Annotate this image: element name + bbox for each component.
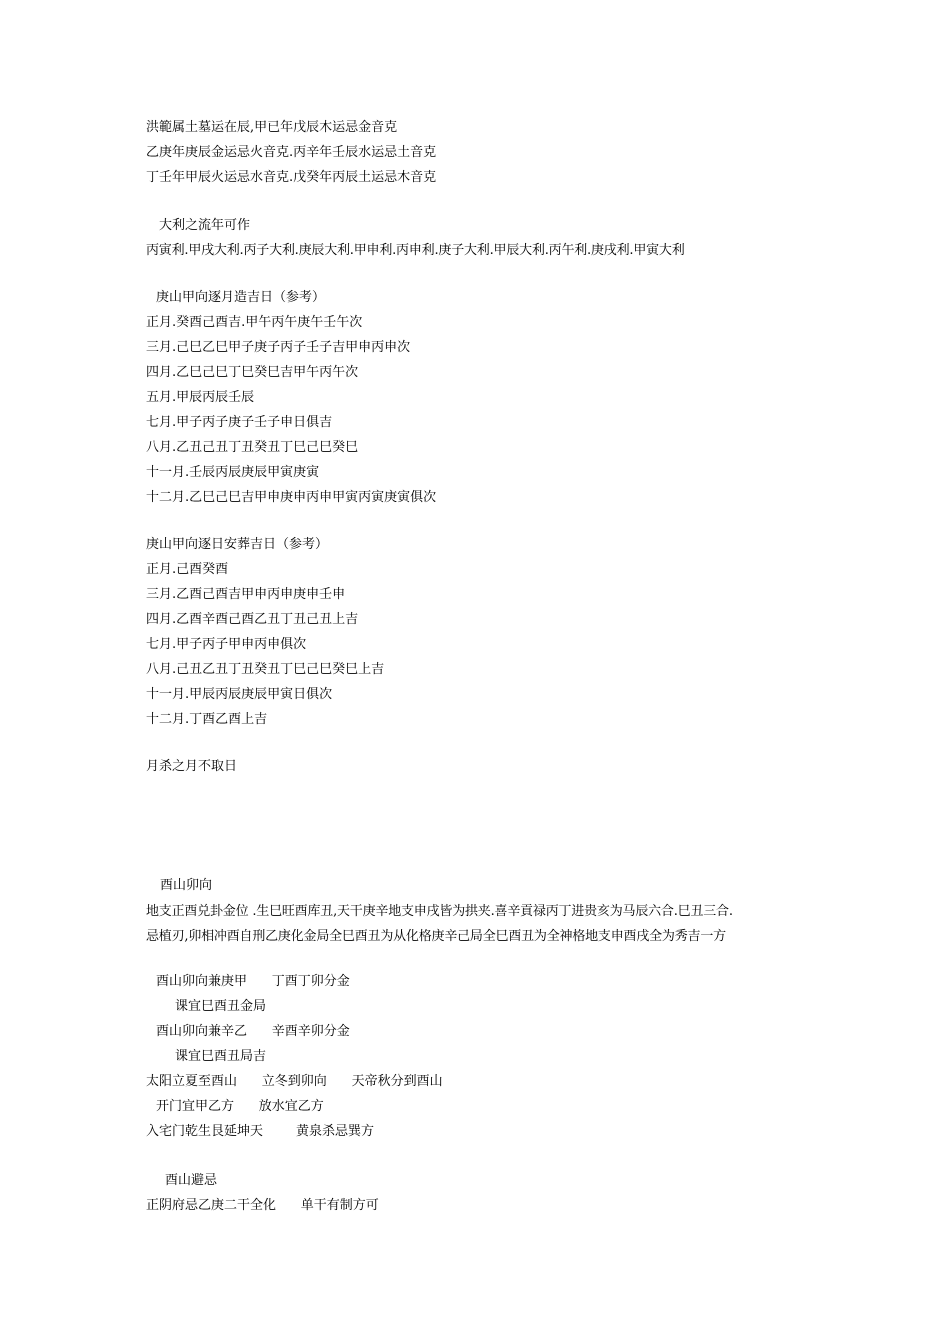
text-line: 课宜巳酉丑局吉 (175, 1049, 267, 1064)
text-line: 洪範属土墓运在辰,甲已年戊辰木运忌金音克 (146, 120, 398, 135)
text-line: 七月.甲子丙子庚子壬子申日俱吉 (146, 415, 333, 430)
text-line: 正阴府忌乙庚二干全化 单干有制方可 (146, 1198, 379, 1213)
section-heading: 酉山避忌 (165, 1173, 218, 1188)
text-line: 三月.己巳乙巳甲子庚子丙子壬子吉甲申丙申次 (146, 340, 411, 355)
text-line: 入宅门乾生艮延坤天 黄泉杀忌巽方 (146, 1124, 375, 1139)
text-line: 月杀之月不取日 (146, 759, 238, 774)
text-line: 地支正酉兑卦金位 .生巳旺酉库丑,天干庚辛地支申戌皆为拱夹.喜辛貢禄丙丁进贵亥为马辰六合.巳丑三合. (146, 904, 733, 919)
text-line: 丁壬年甲辰火运忌水音克.戊癸年丙辰土运忌木音克 (146, 170, 437, 185)
text-line: 七月.甲子丙子甲申丙申俱次 (146, 637, 307, 652)
section-heading: 庚山甲向逐月造吉日（参考） (156, 290, 326, 305)
section-heading: 酉山卯向 (160, 878, 213, 893)
text-line: 开门宜甲乙方 放水宜乙方 (156, 1099, 324, 1114)
text-line: 酉山卯向兼辛乙 辛酉辛卯分金 (156, 1024, 350, 1039)
section-heading: 大利之流年可作 (159, 218, 251, 233)
text-line: 太阳立夏至酉山 立冬到卯向 天帝秋分到酉山 (146, 1074, 443, 1089)
text-line: 四月.乙酉辛酉己酉乙丑丁丑己丑上吉 (146, 612, 359, 627)
text-line: 正月.己酉癸酉 (146, 562, 229, 577)
text-line: 三月.乙酉己酉吉甲申丙申庚申壬申 (146, 587, 346, 602)
text-line: 十一月.甲辰丙辰庚辰甲寅日俱次 (146, 687, 333, 702)
text-line: 十二月.乙巳己巳吉甲申庚申丙申甲寅丙寅庚寅俱次 (146, 490, 437, 505)
text-line: 八月.己丑乙丑丁丑癸丑丁巳己巳癸巳上吉 (146, 662, 385, 677)
section-heading: 庚山甲向逐日安葬吉日（参考） (146, 537, 329, 552)
text-line: 酉山卯向兼庚甲 丁酉丁卯分金 (156, 974, 350, 989)
text-line: 正月.癸酉己酉吉.甲午丙午庚午壬午次 (146, 315, 363, 330)
text-line: 五月.甲辰丙辰壬辰 (146, 390, 255, 405)
text-line: 忌植刃,卯相冲酉自刑乙庚化金局全巳酉丑为从化格庚辛己局全巳酉丑为全神格地支申酉戌全为秀吉一方 (146, 929, 726, 944)
text-line: 四月.乙巳己巳丁巳癸巳吉甲午丙午次 (146, 365, 359, 380)
text-line: 乙庚年庚辰金运忌火音克.丙辛年壬辰水运忌土音克 (146, 145, 437, 160)
text-line: 八月.乙丑己丑丁丑癸丑丁巳己巳癸巳 (146, 440, 359, 455)
text-line: 丙寅利.甲戌大利.丙子大利.庚辰大利.甲申利.丙申利.庚子大利.甲辰大利.丙午利.庚戌利.甲寅大利 (146, 243, 685, 258)
text-line: 十一月.壬辰丙辰庚辰甲寅庚寅 (146, 465, 320, 480)
text-line: 课宜巳酉丑金局 (175, 999, 267, 1014)
text-line: 十二月.丁酉乙酉上吉 (146, 712, 268, 727)
